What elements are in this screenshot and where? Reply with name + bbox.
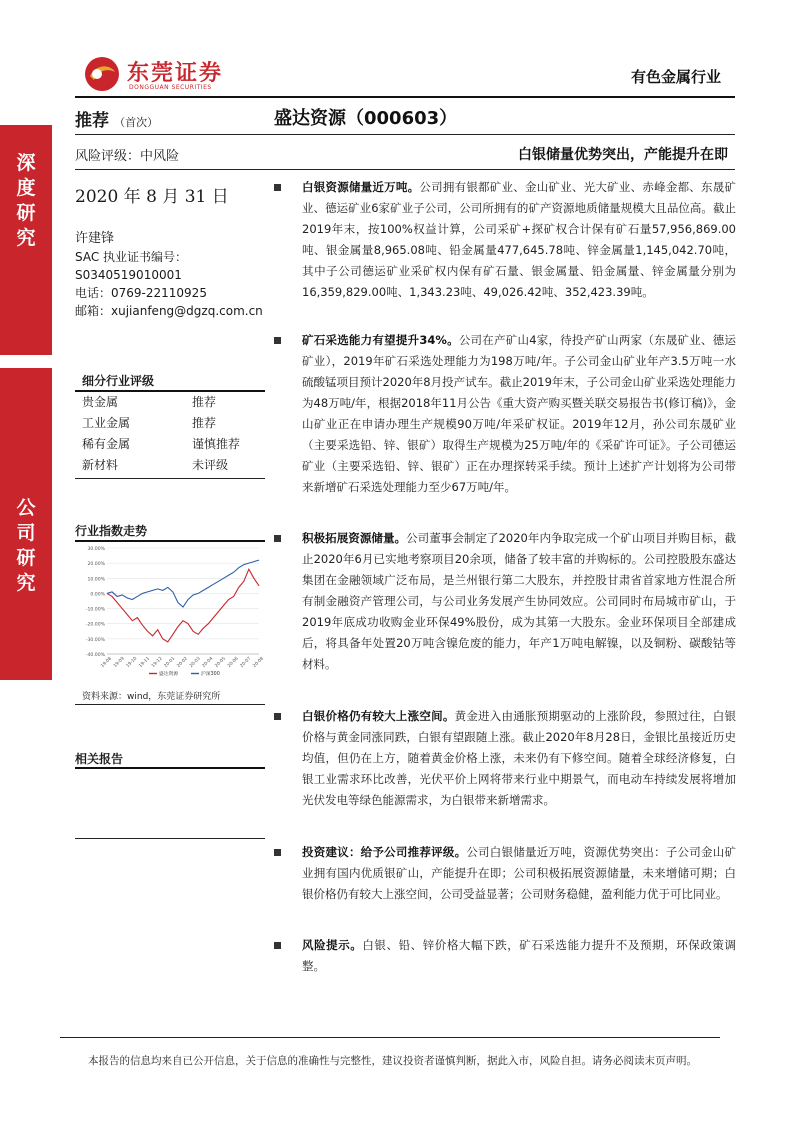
y-tick-label: 30.00% [87, 547, 105, 552]
report-date: 2020 年 8 月 31 日 [75, 187, 229, 207]
sidebar-tab-company-research: 公 司 研 究 [0, 368, 52, 680]
table-row: 工业金属 推荐 [82, 416, 217, 430]
bullet-square-icon [274, 337, 281, 344]
table-row: 稀有金属 谨慎推荐 [82, 437, 241, 451]
rating-heading [75, 106, 158, 131]
x-tick-label: 19-08 [100, 656, 113, 669]
series-line-shengda [107, 569, 259, 642]
x-tick-label: 19-11 [138, 656, 151, 669]
x-tick-label: 20-03 [189, 656, 202, 669]
analyst-cert-label: SAC 执业证书编号： [75, 250, 188, 264]
y-tick-label: -10.00% [85, 607, 105, 613]
y-tick-label: 20.00% [87, 562, 105, 568]
x-tick-label: 20-05 [214, 656, 227, 669]
analyst-phone: 电话：0769-22110925 [75, 286, 207, 300]
bullet-resource-expansion: 积极拓展资源储量。公司董事会制定了2020年内争取完成一个矿山项目并购目标，截止2020年6月已实地考察项目20余项，储备了较丰富的并购标的。公司控股股东盛达集团在金融领域广泛布局，是兰州银行第二大股东，并控股甘肃省首家地方性混合所有制金融资产管理公司，与公司业务发展产生协同效应。公司同时布局城市矿山，于2019年底成功收购金业环保49%股份，成为其第一大股东。金业环保项目全部建成后，将具备年处置20万吨含镍危废的能力，年产1万吨电解镍，以及铜粉、碳酸钴等材料。 [274, 528, 736, 675]
rating-note: （首次） [114, 116, 159, 129]
bullet-investment-advice: 投资建议：给予公司推荐评级。公司白银储量近万吨，资源优势突出：子公司金山矿业拥有国内优质银矿山，产能提升在即；公司积极拓展资源储量，未来增储可期；白银价格仍有较大上涨空间，公司受益显著；公司财务稳健，盈利能力优于可比同业。 [274, 842, 736, 905]
y-tick-label: -40.00% [85, 653, 105, 658]
bullet-risk: 风险提示。白银、铅、锌价格大幅下跌，矿石采选能力提升不及预期，环保政策调整。 [274, 935, 736, 977]
bullet-square-icon [274, 942, 281, 949]
analyst-name: 许建锋 [75, 231, 115, 246]
y-tick-label: 0.00% [90, 592, 105, 598]
analyst-email: 邮箱：xujianfeng@dgzq.com.cn [75, 304, 263, 318]
x-tick-label: 20-01 [163, 656, 177, 669]
sector-rating-bottom-rule [75, 478, 265, 479]
bullet-silver-reserves: 白银资源储量近万吨。公司拥有银都矿业、金山矿业、光大矿业、赤峰金都、东晟矿业、德运矿业6家矿业子公司，公司所拥有的矿产资源地质储量规模大且品位高。截止2019年末，按100%权益计算，公司采矿+探矿权合计保有矿石量57,956,869.00吨、银金属量8,965.08吨、铅金属量477,645.78吨、锌金属量1,145,042.70吨，其中子公司德运矿业采矿权内保有矿石量、银金属量、铅金属量、锌金属量分别为16,359,829.00吨、1,343.23吨、49,026.42吨、352,423.39吨。 [274, 177, 736, 303]
table-row: 新材料 未评级 [82, 458, 229, 472]
footer-disclaimer: 本报告的信息均来自已公开信息，关于信息的准确性与完整性，建议投资者谨慎判断，据此入市，风险自担。请务必阅读末页声明。 [88, 1055, 697, 1067]
x-tick-label: 19-10 [125, 656, 139, 669]
sidebar-tab-deep-research: 深 度 研 究 [0, 125, 52, 355]
related-reports-rule [75, 767, 265, 769]
brand-name-cn: 东莞证券 [127, 60, 224, 86]
x-tick-label: 20-07 [239, 656, 253, 669]
brand-logo [82, 52, 242, 94]
bullet-square-icon [274, 535, 281, 542]
bullet-silver-price: 白银价格仍有较大上涨空间。黄金进入由通胀预期驱动的上涨阶段，参照过往，白银价格与黄金同涨同跌，白银有望跟随上涨。截止2020年8月28日，金银比虽接近历史均值，但仍在上方，随着黄金价格上涨，未来仍有下修空间。随着全球经济修复，白银工业需求环比改善，光伏平价上网将带来行业中期景气，而电动车持续发展将增加光伏发电等绿色能源需求，为白银带来新增需求。 [274, 706, 736, 811]
x-tick-label: 20-08 [252, 656, 265, 669]
related-reports-bottom-rule [75, 838, 265, 839]
rating-value: 推荐 [75, 111, 109, 131]
bullet-square-icon [274, 184, 281, 191]
footer-rule [60, 1037, 720, 1038]
company-title: 盛达资源（000603） [274, 108, 458, 129]
title-rule [75, 134, 735, 135]
analyst-cert-no: S0340519010001 [75, 268, 182, 282]
legend-label: 沪深300 [201, 672, 220, 677]
header-rule [75, 96, 735, 98]
report-subtitle: 白银储量优势突出，产能提升在即 [518, 147, 728, 163]
x-tick-label: 19-12 [151, 656, 164, 669]
index-chart-title: 行业指数走势 [75, 524, 148, 538]
sector-rating-table [82, 392, 252, 476]
x-tick-label: 20-02 [176, 656, 189, 669]
y-tick-label: -20.00% [85, 622, 105, 628]
subtitle-rule [75, 169, 735, 170]
y-tick-label: -30.00% [85, 637, 105, 643]
analyst-block [75, 230, 263, 320]
table-row: 贵金属 推荐 [82, 395, 217, 409]
logo-emblem-icon [82, 54, 122, 94]
index-chart [75, 542, 265, 682]
related-reports-title: 相关报告 [75, 752, 124, 766]
x-tick-label: 20-06 [227, 656, 240, 669]
sector-rating-title: 细分行业评级 [82, 374, 155, 388]
brand-name-en: DONGGUAN SECURITIES [129, 84, 212, 91]
bullet-square-icon [274, 713, 281, 720]
legend-label: 盛达资源 [159, 672, 179, 677]
bullet-square-icon [274, 849, 281, 856]
risk-level: 风险评级：中风险 [75, 149, 180, 164]
bullet-capacity: 矿石采选能力有望提升34%。公司在产矿山4家，待投产矿山两家（东晟矿业、德运矿业），2019年矿石采选处理能力为198万吨/年。子公司金山矿业年产3.5万吨一水硫酸锰项目预计2020年8月投产试车。截止2019年末，子公司金山矿业采选处理能力为48万吨/年，根据2018年11月公告《重大资产购买暨关联交易报告书(修订稿)》，金山矿业正在申请办理生产规模90万吨/年采矿权证。2019年12月，孙公司东晟矿业（主要采选铅、锌、银矿）取得生产规模为25万吨/年的《采矿许可证》。子公司德运矿业（主要采选铅、锌、银矿）正在办理探转采手续。预计上述扩产计划将为公司带来新增矿石采选处理能力至少67万吨/年。 [274, 330, 736, 498]
x-tick-label: 19-09 [113, 656, 126, 669]
index-chart-source: 资料来源：wind，东莞证券研究所 [82, 692, 221, 702]
x-tick-label: 20-04 [201, 656, 215, 669]
chart-source-rule [75, 704, 265, 705]
industry-label: 有色金属行业 [630, 68, 721, 86]
y-tick-label: 10.00% [87, 577, 105, 583]
series-line-hs300 [107, 560, 259, 607]
